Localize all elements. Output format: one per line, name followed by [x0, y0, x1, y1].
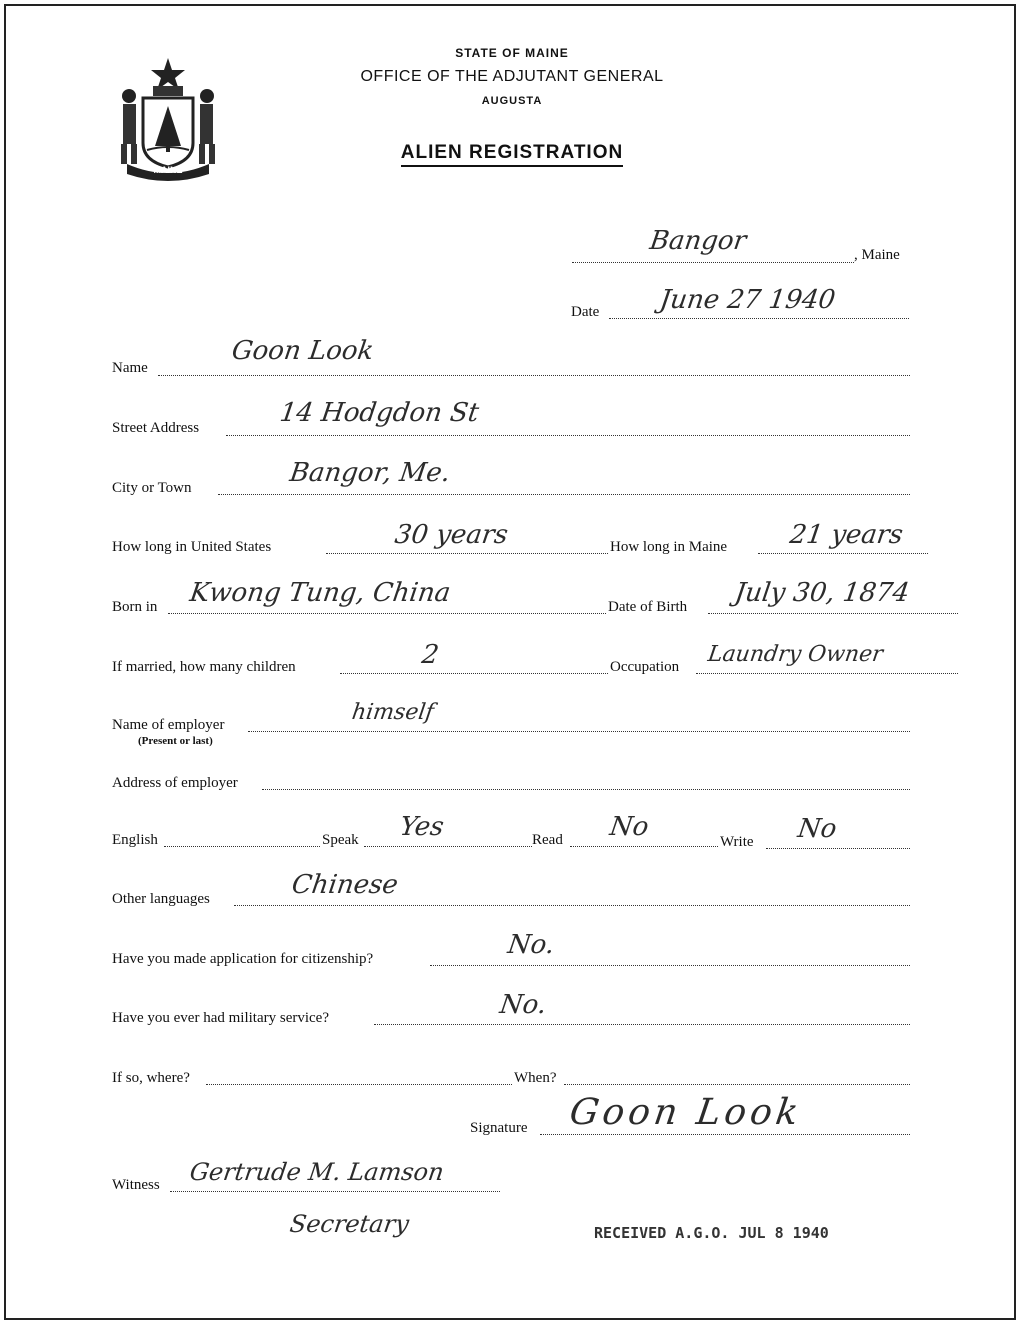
date-label: Date: [571, 304, 600, 320]
citizenship-line: [430, 965, 910, 966]
city-line: [218, 494, 910, 495]
header-city: AUGUSTA: [481, 95, 543, 107]
read-line: [570, 846, 718, 847]
citizenship-label: Have you made application for citizenship?: [112, 951, 374, 967]
date-value: June 27 1940: [657, 285, 838, 315]
children-line: [340, 673, 608, 674]
date-of-birth-value: July 30, 1874: [732, 578, 912, 608]
witness-value: Gertrude M. Lamson: [188, 1158, 446, 1186]
name-label: Name: [112, 360, 148, 376]
employer-label: Name of employer: [112, 717, 225, 733]
children-label: If married, how many children: [112, 659, 296, 675]
if-so-where-line: [206, 1084, 512, 1085]
employer-address-line: [262, 789, 910, 790]
maine-label: , Maine: [854, 247, 900, 263]
place-line: [572, 262, 854, 263]
header-office: OFFICE OF THE ADJUTANT GENERAL: [360, 68, 664, 85]
form-title: [0, 142, 1024, 164]
date-line: [609, 318, 909, 319]
born-in-line: [168, 613, 606, 614]
speak-value: Yes: [397, 812, 446, 842]
how-long-maine-value: 21 years: [787, 520, 905, 550]
street-value: 14 Hodgdon St: [277, 398, 481, 428]
name-value: Goon Look: [229, 336, 376, 366]
write-line: [766, 848, 910, 849]
speak-line: [364, 846, 532, 847]
witness-title-value: Secretary: [288, 1210, 411, 1238]
military-line: [374, 1024, 910, 1025]
read-value: No: [607, 812, 651, 842]
header-state: STATE OF MAINE: [455, 46, 569, 60]
english-label: English: [112, 832, 158, 848]
write-value: No: [795, 814, 839, 844]
signature-value: Goon Look: [567, 1092, 805, 1133]
when-line: [564, 1084, 910, 1085]
date-of-birth-line: [708, 613, 958, 614]
signature-label: Signature: [470, 1120, 528, 1136]
name-line: [158, 375, 910, 376]
occupation-line: [696, 673, 958, 674]
employer-value: himself: [350, 700, 436, 725]
if-so-where-label: If so, where?: [112, 1070, 190, 1086]
form-title-text: ALIEN REGISTRATION: [401, 142, 623, 167]
how-long-maine-label: How long in Maine: [610, 539, 728, 555]
signature-line: [540, 1134, 910, 1135]
city-label: City or Town: [112, 480, 192, 496]
employer-address-label: Address of employer: [112, 775, 238, 791]
born-in-value: Kwong Tung, China: [187, 578, 453, 608]
received-stamp: RECEIVED A.G.O. JUL 8 1940: [594, 1224, 829, 1242]
speak-label: Speak: [322, 832, 359, 848]
military-label: Have you ever had military service?: [112, 1010, 329, 1026]
how-long-us-label: How long in United States: [112, 539, 272, 555]
read-label: Read: [532, 832, 563, 848]
when-label: When?: [514, 1070, 557, 1086]
employer-note: (Present or last): [138, 735, 213, 747]
other-languages-value: Chinese: [289, 870, 400, 900]
children-value: 2: [419, 640, 441, 670]
date-of-birth-label: Date of Birth: [608, 599, 688, 615]
street-line: [226, 435, 910, 436]
how-long-us-value: 30 years: [392, 520, 510, 550]
citizenship-value: No.: [505, 930, 557, 960]
how-long-maine-line: [758, 553, 928, 554]
witness-line: [170, 1191, 500, 1192]
other-languages-label: Other languages: [112, 891, 210, 907]
seal-text: MAINE: [153, 165, 183, 175]
born-in-label: Born in: [112, 599, 158, 615]
other-languages-line: [234, 905, 910, 906]
employer-line: [248, 731, 910, 732]
write-label: Write: [720, 834, 754, 850]
how-long-us-line: [326, 553, 608, 554]
military-value: No.: [497, 990, 549, 1020]
occupation-label: Occupation: [610, 659, 680, 675]
place-value: Bangor: [647, 226, 749, 256]
street-label: Street Address: [112, 420, 200, 436]
city-value: Bangor, Me.: [287, 458, 453, 488]
witness-label: Witness: [112, 1177, 160, 1193]
english-line: [164, 846, 320, 847]
occupation-value: Laundry Owner: [706, 642, 885, 667]
